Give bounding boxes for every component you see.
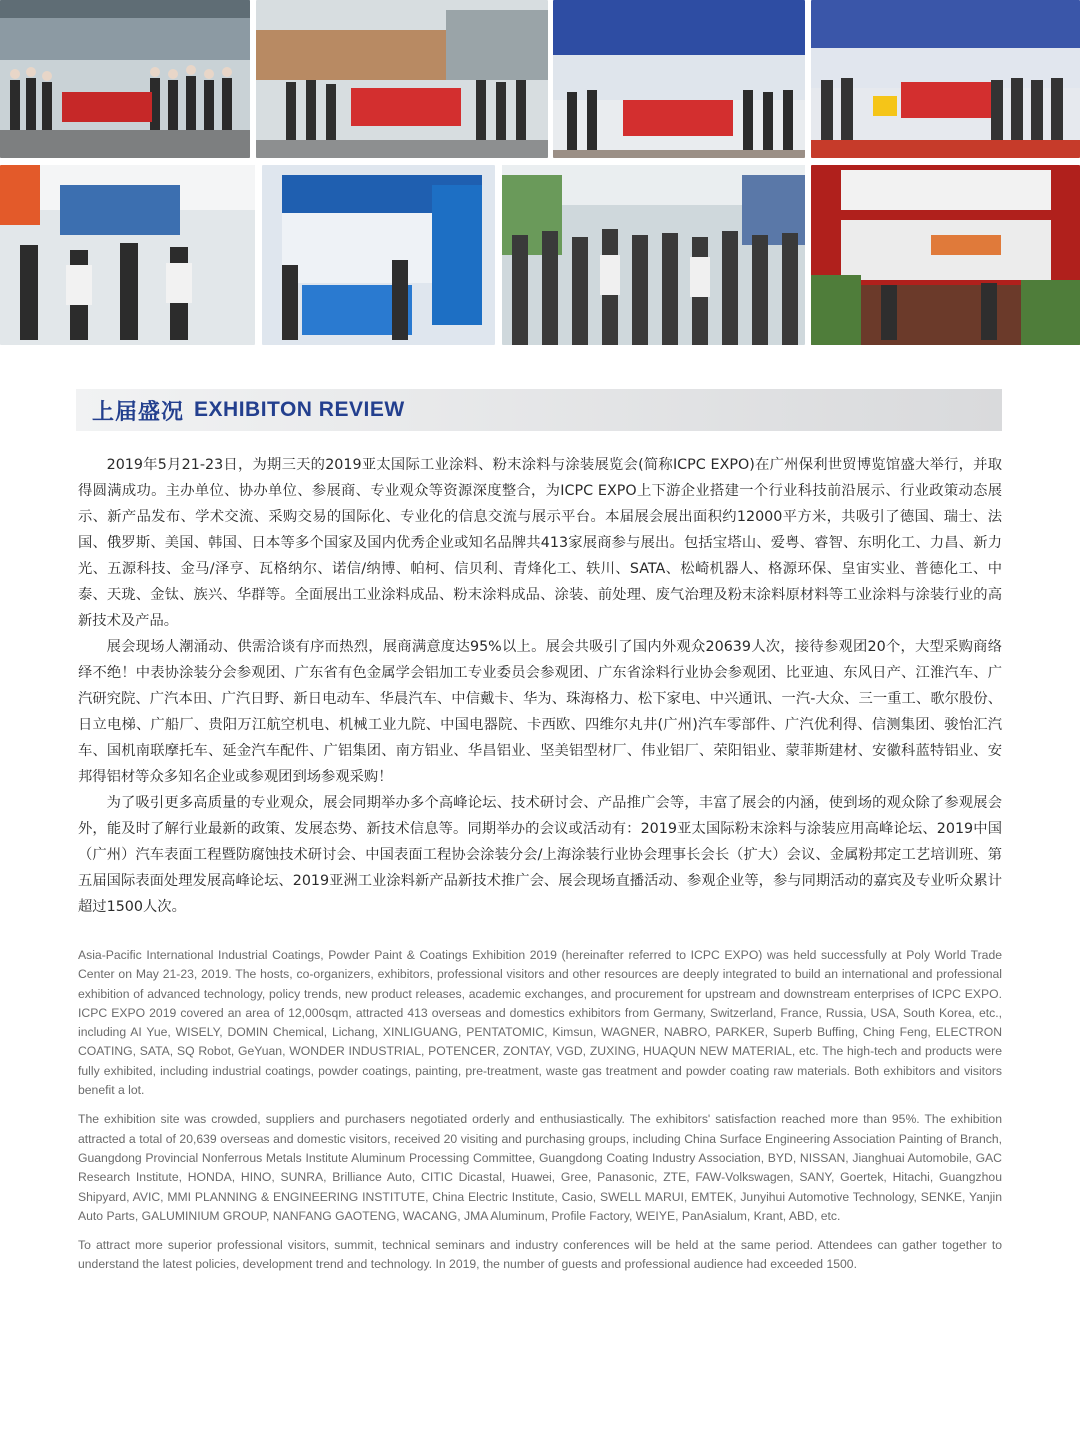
photo-crowd xyxy=(502,165,805,345)
cn-paragraph: 展会现场人潮涌动、供需洽谈有序而热烈，展商满意度达95%以上。展会共吸引了国内外观众20639人次，接待参观团20个，大型采购商络绎不绝！中表协涂装分会参观团、广东省有色金属学会铝加工专业委员会参观团、广东省涂料行业协会参观团、比亚迪、东风日产、江淮汽车、广汽研究院、广汽本田、广汽日野、新日电动车、华晨汽车、中信戴卡、华为、珠海格力、松下家电、中兴通讯、一汽-大众、三一重工、歌尔股份、日立电梯、广船厂、贵阳万江航空机电、机械工业九院、中国电器院、卡西欧、四维尔丸井(广州)汽车零部件、广汽优利得、信测集团、骏怡汇汽车、国机南联摩托车、延金汽车配件、广铝集团、南方铝业、华昌铝业、坚美铝型材厂、伟业铝厂、荣阳铝业、蒙菲斯建材、安徽科蓝特铝业、安邦得铝材等众多知名企业或参观团到场参观采购！ xyxy=(78,639,1002,785)
photo-booth-2 xyxy=(262,165,495,345)
photo-opening-ceremony-1 xyxy=(553,0,805,158)
chinese-body-text xyxy=(78,452,1002,920)
photo-opening-ceremony-2 xyxy=(811,0,1080,158)
en-paragraph: Asia-Pacific International Industrial Coatings, Powder Paint & Coatings Exhibition 2019 (hereinafter referred to ICPC EXPO) was held successfully at Poly World Trade Center on May 21-23, 2019. The hosts, co-organizers, exhibitors, professional visitors and other resources are deeply integrated to build an international and professional exhibition of advanced technology, policy trends, new product releases, academic exchanges, and procurement for upstream and downstream enterprises of ICPC EXPO. ICPC EXPO 2019 covered an area of 12,000sqm, attracted 413 overseas and domestics exhibitors from Germany, Switzerland, France, Russia, USA, South Korea, etc., including AI Yue, WISELY, DOMIN Chemical, Lichang, XINLIGUANG, PENTATOMIC, Kimsun, WAGNER, NABRO, PARKER, Superb Buffing, Ching Feng, ELECTRON COATING, SATA, SQ Robot, GeYuan, WONDER INDUSTRIAL, POTENCER, ZONTAY, VGD, ZUXING, HUAQUN NEW MATERIAL, etc. The high-tech and products were fully exhibited, including industrial coatings, powder coatings, painting, pre-treatment, waste gas treatment and powder coating raw materials. Both exhibitors and visitors benefit a lot. xyxy=(78,948,1002,1098)
section-title-en: EXHIBITON REVIEW xyxy=(194,398,405,421)
photo-booth-1 xyxy=(0,165,255,345)
photo-group-banner-1 xyxy=(0,0,250,158)
section-title-bar xyxy=(76,389,1002,431)
photo-group-banner-2 xyxy=(256,0,548,158)
section-title-cn: 上届盛况 xyxy=(92,399,185,425)
cn-paragraph: 2019年5月21-23日，为期三天的2019亚太国际工业涂料、粉末涂料与涂装展览会(简称ICPC EXPO)在广州保利世贸博览馆盛大举行，并取得圆满成功。主办单位、协办单位、参展商、专业观众等资源深度整合，为ICPC EXPO上下游企业搭建一个行业科技前沿展示、行业政策动态展示、新产品发布、学术交流、采购交易的国际化、专业化的信息交流与展示平台。本届展会展出面积约12000平方米，共吸引了德国、瑞士、法国、俄罗斯、美国、韩国、日本等多个国家及国内优秀企业或知名品牌共413家展商参与展出。包括宝塔山、爱粤、睿智、东明化工、力昌、新力光、五源科技、金马/泽亨、瓦格纳尔、诺信/纳博、帕柯、信贝利、青烽化工、轶川、SATA、松崎机器人、格源环保、皇宙实业、普德化工、中泰、天珑、金钛、族兴、华群等。全面展出工业涂料成品、粉末涂料成品、涂装、前处理、废气治理及粉末涂料原材料等工业涂料与涂装行业的高新技术及产品。 xyxy=(78,457,1002,629)
english-body-text xyxy=(78,946,1002,1285)
cn-paragraph: 为了吸引更多高质量的专业观众，展会同期举办多个高峰论坛、技术研讨会、产品推广会等，丰富了展会的内涵，使到场的观众除了参观展会外，能及时了解行业最新的政策、发展态势、新技术信息等。同期举办的会议或活动有：2019亚太国际粉末涂料与涂装应用高峰论坛、2019中国（广州）汽车表面工程暨防腐蚀技术研讨会、中国表面工程协会涂装分会/上海涂装行业协会理事长会长（扩大）会议、金属粉邦定工艺培训班、第五届国际表面处理发展高峰论坛、2019亚洲工业涂料新产品新技术推广会、展会现场直播活动、参观企业等，参与同期活动的嘉宾及专业听众累计超过1500人次。 xyxy=(78,795,1002,915)
en-paragraph: The exhibition site was crowded, suppliers and purchasers negotiated orderly and enthusiastically. The exhibitors' satisfaction reached more than 95%. The exhibition attracted a total of 20,639 overseas and domestic visitors, received 20 visiting and purchasing groups, including China Surface Engineering Association Painting of Branch, Guangdong Provincial Nonferrous Metals Institute Aluminum Processing Committee, Guangdong Coating Industry Association, BYD, NISSAN, Jianghuai Automobile, GAC Research Institute, HONDA, HINO, SUNRA, Brilliance Auto, CITIC Dicastal, Huawei, Gree, Panasonic, ZTE, FAW-Volkswagen, SANY, Goertek, Hitachi, Guangzhou Shipyard, AVIC, MMI PLANNING & ENGINEERING INSTITUTE, China Electric Institute, Casio, SWELL MARUI, EMTEK, Junyihui Automotive Technology, SENKE, Yanjin Auto Parts, GALUMINIUM GROUP, NANFANG GAOTENG, WACANG, JMA Aluminum, Profile Factory, WEIYE, PanAsialum, Krant, ABD, etc. xyxy=(78,1112,1002,1223)
photo-electron-booth xyxy=(811,165,1080,345)
en-paragraph: To attract more superior professional visitors, summit, technical seminars and industry conferences will be held at the same period. Attendees can gather together to understand the latest policies, development trend and technology. In 2019, the number of guests and professional audience had exceeded 1500. xyxy=(78,1238,1002,1272)
photo-collage xyxy=(0,0,1080,345)
